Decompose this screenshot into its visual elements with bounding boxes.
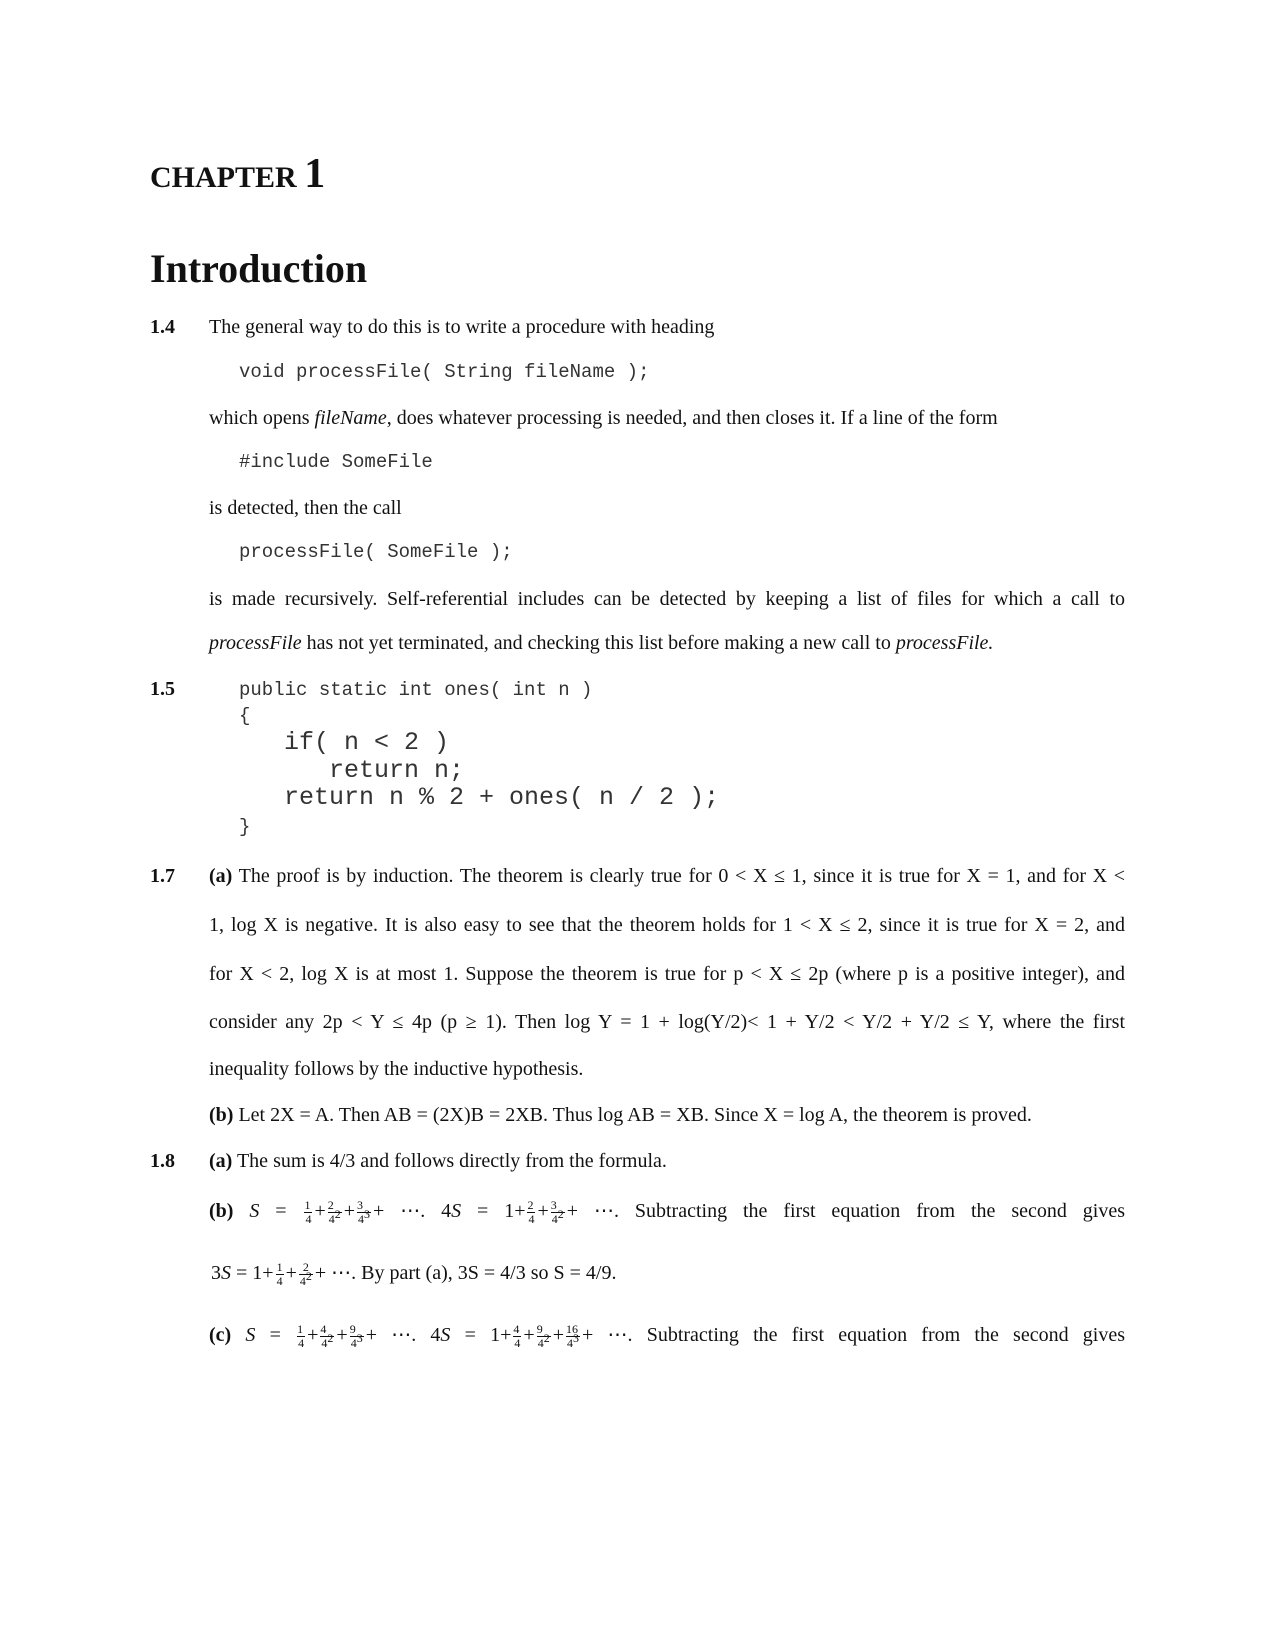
code-return-n: return n; <box>329 756 465 785</box>
problem-1-4-detected: is detected, then the call <box>209 497 402 519</box>
part-c-label: (c) <box>209 1324 232 1346</box>
part-a-text-1-8: The sum is 4/3 and follows directly from the formula. <box>236 1150 667 1172</box>
part-a-label-1-8: (a) <box>209 1150 233 1172</box>
part-b-tail: . By part (a), 3S = 4/3 so S = 4/9. <box>351 1262 617 1284</box>
last-text-a: processFile <box>209 632 302 654</box>
opens-text-b: fileName <box>314 407 387 429</box>
problem-1-7-line-1 <box>209 865 1125 888</box>
problem-1-4-recursive: is made recursively. Self-referential includes can be detected by keeping a list of files for which a call to <box>209 588 1125 610</box>
problem-1-4-intro: The general way to do this is to write a procedure with heading <box>209 316 715 338</box>
part-b-text-1-8: Subtracting the first equation from the second gives <box>634 1200 1125 1222</box>
chapter-number: 1 <box>304 151 326 197</box>
part-b-text: Let 2X = A. Then AB = (2X)B = 2XB. Thus log AB = XB. Since X = log A, the theorem is proved. <box>238 1104 1032 1126</box>
problem-1-4-opens <box>209 407 998 430</box>
code-if-line: if( n < 2 ) <box>284 728 450 757</box>
formula-s-series: S = $\frac{1}{4}$ + $\frac{2}{4^2}$ + $\frac{3}{4^3}$ + ⋯. 4S = 1+ $\frac{2}{4}$ + $\frac{3}{4^2}$ + ⋯. <box>249 1197 619 1226</box>
problem-1-7-line-3: for X < 2, log X is at most 1. Suppose the theorem is true for p < X ≤ 2p (where p is a positive integer), and <box>209 963 1125 985</box>
opens-text-a: which opens <box>209 407 315 429</box>
code-process-file-heading: void processFile( String fileName ); <box>239 361 650 383</box>
problem-1-8-part-a <box>209 1150 667 1173</box>
part-b-label-1-8: (b) <box>209 1200 234 1222</box>
problem-1-7-line-1-text: The proof is by induction. The theorem is clearly true for 0 < X ≤ 1, since it is true for X = 1, and for X < <box>238 865 1126 887</box>
opens-text-c: , does whatever processing is needed, and then closes it. If a line of the form <box>386 407 998 429</box>
code-include-line: #include SomeFile <box>239 451 433 473</box>
code-ones-signature: public static int ones( int n ) <box>239 679 593 701</box>
problem-number-1-4: 1.4 <box>150 316 175 338</box>
formula-3s-series: 3S = 1+ $\frac{1}{4}$ + $\frac{2}{4^2}$ + ⋯ <box>211 1259 352 1288</box>
problem-1-7-part-b <box>209 1104 1032 1127</box>
formula-s-squares-series: S = $\frac{1}{4}$ + $\frac{4}{4^2}$ + $\frac{9}{4^3}$ + ⋯. 4S = 1+ $\frac{4}{4}$ + $\frac{9}{4^2}$ + $\frac{16}{4^3}$ + ⋯. <box>245 1321 633 1350</box>
last-text-b: has not yet terminated, and checking this list before making a new call to <box>301 632 896 654</box>
chapter-word: CHAPTER <box>150 161 297 194</box>
problem-1-7-line-4: consider any 2p < Y ≤ 4p (p ≥ 1). Then log Y = 1 + log(Y/2)< 1 + Y/2 < Y/2 + Y/2 ≤ Y, where the first <box>209 1011 1125 1033</box>
part-c-text: Subtracting the first equation from the second gives <box>646 1324 1126 1346</box>
code-close-brace: } <box>239 816 251 838</box>
last-text-c: processFile. <box>895 632 994 654</box>
problem-1-8-part-b-line-2 <box>211 1260 616 1288</box>
problem-number-1-8: 1.8 <box>150 1150 175 1172</box>
problem-1-8-part-c <box>209 1322 1125 1350</box>
code-return-recursive: return n % 2 + ones( n / 2 ); <box>284 783 720 812</box>
part-b-label: (b) <box>209 1104 234 1126</box>
problem-number-1-5: 1.5 <box>150 678 175 700</box>
part-a-label: (a) <box>209 865 233 887</box>
problem-1-8-part-b-line-1 <box>209 1198 1125 1226</box>
code-process-file-call: processFile( SomeFile ); <box>239 541 513 563</box>
code-open-brace: { <box>239 705 251 727</box>
chapter-label <box>150 150 325 198</box>
problem-1-7-line-5: inequality follows by the inductive hypothesis. <box>209 1058 584 1080</box>
chapter-title: Introduction <box>150 246 368 291</box>
problem-1-4-last <box>209 632 993 655</box>
problem-1-7-line-2: 1, log X is negative. It is also easy to see that the theorem holds for 1 < X ≤ 2, since it is true for X = 2, and <box>209 914 1125 936</box>
problem-number-1-7: 1.7 <box>150 865 175 887</box>
